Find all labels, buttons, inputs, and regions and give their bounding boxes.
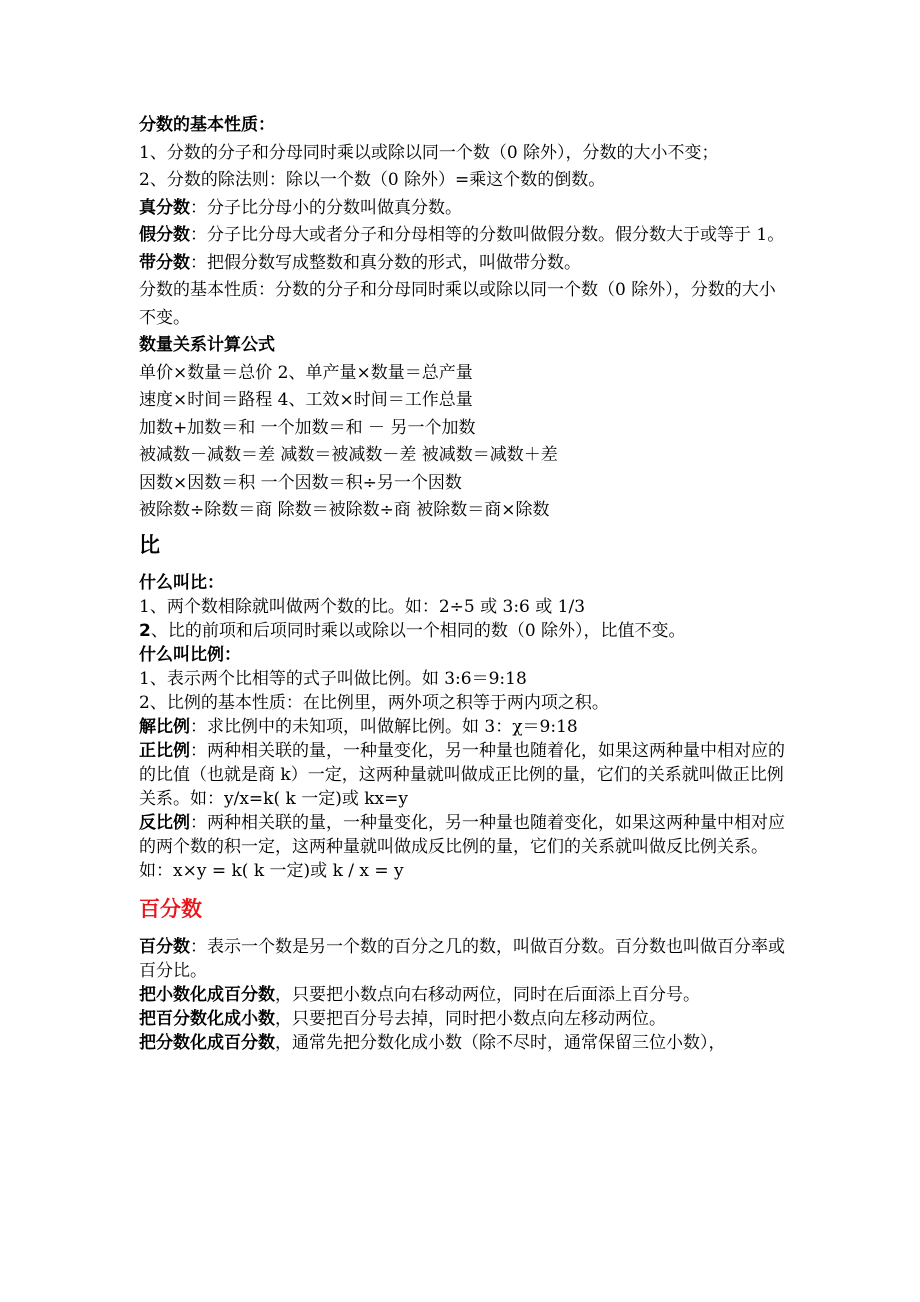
- inverse-proportion-term: 反比例: [139, 812, 190, 833]
- what-is-ratio-title: 什么叫比：: [139, 572, 224, 593]
- inverse-proportion-text: ：两种相关联的量，一种量变化，另一种量也随着变化，如果这两种量中相对应的两个数的积一定，这两种量就叫做成反比例的量，它们的关系就叫做反比例关系。 如：x×y = k( k 一定)或 k / x = y: [139, 812, 785, 881]
- solve-proportion-text: ：求比例中的未知项，叫做解比例。如 3：χ＝9:18: [190, 716, 578, 737]
- formula-line: 速度×时间＝路程 4、工效×时间＝工作总量: [139, 390, 473, 410]
- percent-term: 百分数: [139, 936, 190, 957]
- decimal-to-percent-rule: [139, 983, 789, 1007]
- ratio-item-1: 1、两个数相除就叫做两个数的比。如：2÷5 或 3:6 或 1/3: [139, 596, 586, 617]
- decimal-to-percent-term: 把小数化成百分数: [139, 984, 275, 1005]
- percent-to-decimal-rule: [139, 1007, 789, 1031]
- what-is-proportion-title: 什么叫比例：: [139, 644, 241, 665]
- document-page: [139, 112, 789, 1055]
- fraction-to-percent-rule: [139, 1031, 789, 1055]
- formula-line: 因数×因数＝积 一个因数＝积÷另一个因数: [139, 472, 462, 493]
- ratio-item-2-number: 2: [139, 620, 151, 641]
- ratio-item-2: [139, 619, 789, 643]
- fraction-property-item-1: 1、分数的分子和分母同时乘以或除以同一个数（0 除外），分数的大小不变；: [139, 142, 719, 163]
- solve-proportion-term: 解比例: [139, 716, 190, 737]
- formula-line: 被除数÷除数＝商 除数＝被除数÷商 被除数＝商×除数: [139, 500, 550, 520]
- inverse-proportion-definition: [139, 811, 789, 883]
- mixed-number-text: ：把假分数写成整数和真分数的形式，叫做带分数。: [190, 252, 581, 273]
- fraction-to-percent-term: 把分数化成百分数: [139, 1032, 275, 1053]
- direct-proportion-term: 正比例: [139, 740, 190, 761]
- fraction-property-repeat: 分数的基本性质：分数的分子和分母同时乘以或除以同一个数（0 除外），分数的大小不变。: [139, 280, 776, 328]
- percent-heading: 百分数: [139, 896, 202, 921]
- percent-to-decimal-text: ，只要把百分号去掉，同时把小数点向左移动两位。: [275, 1008, 666, 1029]
- ratio-item-2-text: 、比的前项和后项同时乘以或除以一个相同的数（0 除外），比值不变。: [150, 620, 686, 641]
- proportion-item-1: 1、表示两个比相等的式子叫做比例。如 3:6＝9:18: [139, 668, 527, 689]
- proper-fraction-definition: [139, 195, 789, 223]
- proper-fraction-text: ：分子比分母小的分数叫做真分数。: [190, 197, 462, 218]
- proportion-item-2: 2、比例的基本性质：在比例里，两外项之积等于两内项之积。: [139, 692, 609, 713]
- fraction-to-percent-text: ，通常先把分数化成小数（除不尽时，通常保留三位小数），: [275, 1032, 726, 1053]
- percent-definition: [139, 935, 789, 983]
- formulas-title: 数量关系计算公式: [139, 335, 275, 355]
- improper-fraction-text: ：分子比分母大或者分子和分母相等的分数叫做假分数。假分数大于或等于 1。: [190, 225, 785, 245]
- mixed-number-definition: [139, 250, 789, 278]
- percent-to-decimal-term: 把百分数化成小数: [139, 1008, 275, 1029]
- ratio-heading: 比: [139, 532, 160, 557]
- mixed-number-term: 带分数: [139, 252, 190, 273]
- direct-proportion-text: ：两种相关联的量，一种量变化，另一种量也随着化，如果这两种量中相对应的的比值（也就是商 k）一定，这两种量就叫做成正比例的量，它们的关系就叫做正比例关系。如：y/x=k( k 一定)或 kx=y: [139, 740, 785, 809]
- proper-fraction-term: 真分数: [139, 197, 190, 218]
- fraction-property-title: 分数的基本性质：: [139, 115, 275, 135]
- solve-proportion-definition: [139, 715, 789, 739]
- formula-line: 被减数－减数＝差 减数＝被减数－差 被减数＝减数＋差: [139, 445, 558, 465]
- improper-fraction-term: 假分数: [139, 225, 190, 245]
- direct-proportion-definition: [139, 739, 789, 811]
- improper-fraction-definition: [139, 222, 789, 250]
- formula-line: 单价×数量＝总价 2、单产量×数量＝总产量: [139, 362, 473, 383]
- fraction-property-item-2: 2、分数的除法则：除以一个数（0 除外）=乘这个数的倒数。: [139, 170, 606, 190]
- formula-line: 加数+加数＝和 一个加数＝和 － 另一个加数: [139, 417, 476, 438]
- decimal-to-percent-text: ，只要把小数点向右移动两位，同时在后面添上百分号。: [275, 984, 700, 1005]
- percent-text: ：表示一个数是另一个数的百分之几的数，叫做百分数。百分数也叫做百分率或百分比。: [139, 936, 785, 981]
